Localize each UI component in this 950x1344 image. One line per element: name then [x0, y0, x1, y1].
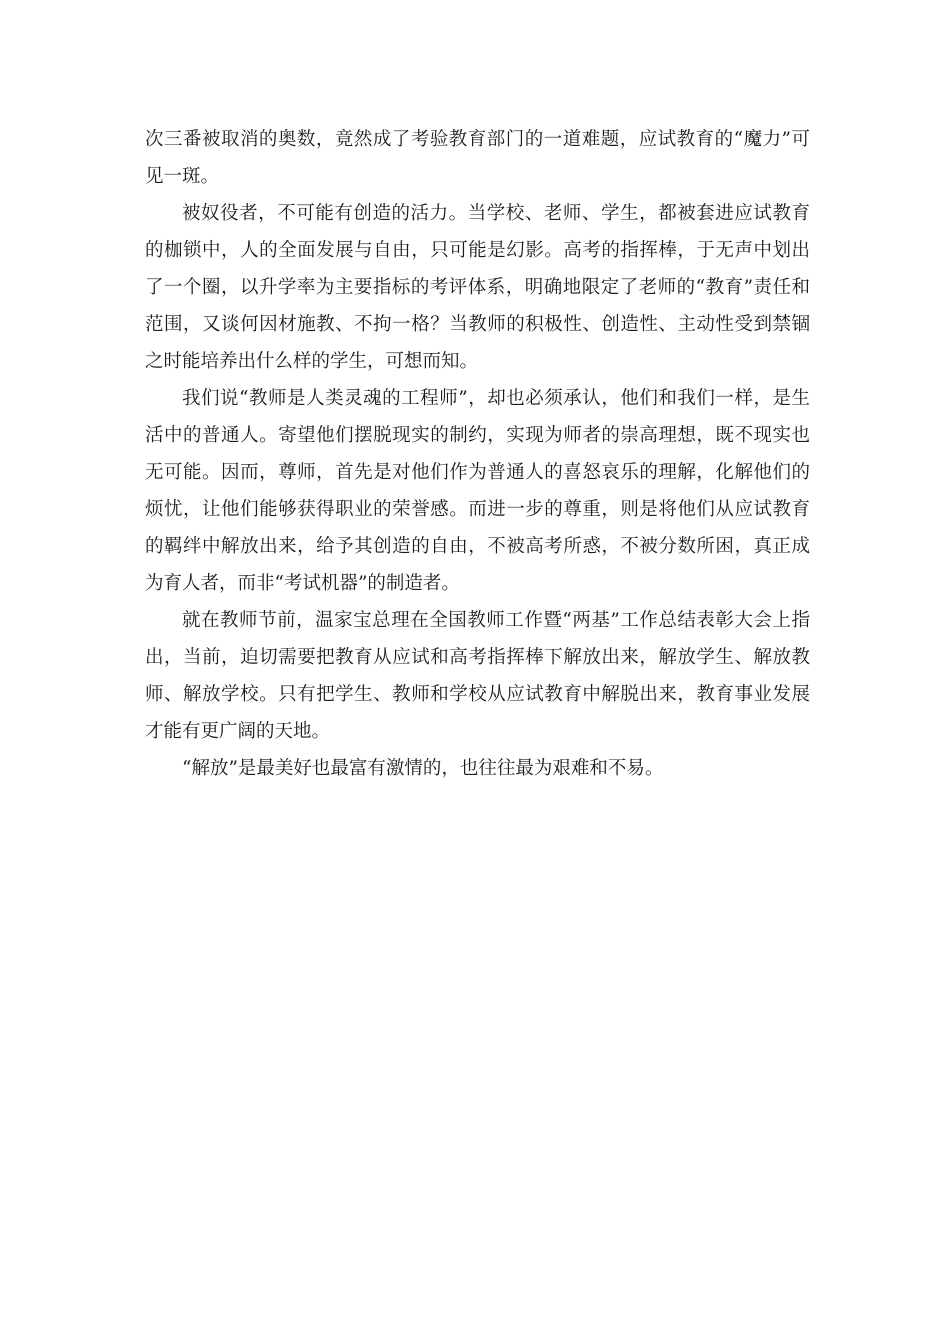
document-page	[145, 121, 810, 787]
paragraph-3: 我们说“教师是人类灵魂的工程师”，却也必须承认，他们和我们一样，是生活中的普通人。寄望他们摆脱现实的制约，实现为师者的崇高理想，既不现实也无可能。因而，尊师，首先是对他们作为普通人的喜怒哀乐的理解，化解他们的烦忧，让他们能够获得职业的荣誉感。而进一步的尊重，则是将他们从应试教育的羁绊中解放出来，给予其创造的自由，不被高考所惑，不被分数所困，真正成为育人者，而非“考试机器”的制造者。	[145, 388, 810, 594]
paragraph-2: 被奴役者，不可能有创造的活力。当学校、老师、学生，都被套进应试教育的枷锁中，人的全面发展与自由，只可能是幻影。高考的指挥棒，于无声中划出了一个圈，以升学率为主要指标的考评体系，明确地限定了老师的“教育”责任和范围，又谈何因材施教、不拘一格？当教师的积极性、创造性、主动性受到禁锢之时能培养出什么样的学生，可想而知。	[145, 203, 810, 372]
paragraph-continuation: 次三番被取消的奥数，竟然成了考验教育部门的一道难题，应试教育的“魔力”可见一斑。	[145, 129, 810, 187]
paragraph-5: “解放”是最美好也最富有激情的，也往往最为艰难和不易。	[182, 758, 664, 779]
paragraph-4: 就在教师节前，温家宝总理在全国教师工作暨“两基”工作总结表彰大会上指出，当前，迫切需要把教育从应试和高考指挥棒下解放出来，解放学生、解放教师、解放学校。只有把学生、教师和学校从应试教育中解脱出来，教育事业发展才能有更广阔的天地。	[145, 610, 810, 742]
